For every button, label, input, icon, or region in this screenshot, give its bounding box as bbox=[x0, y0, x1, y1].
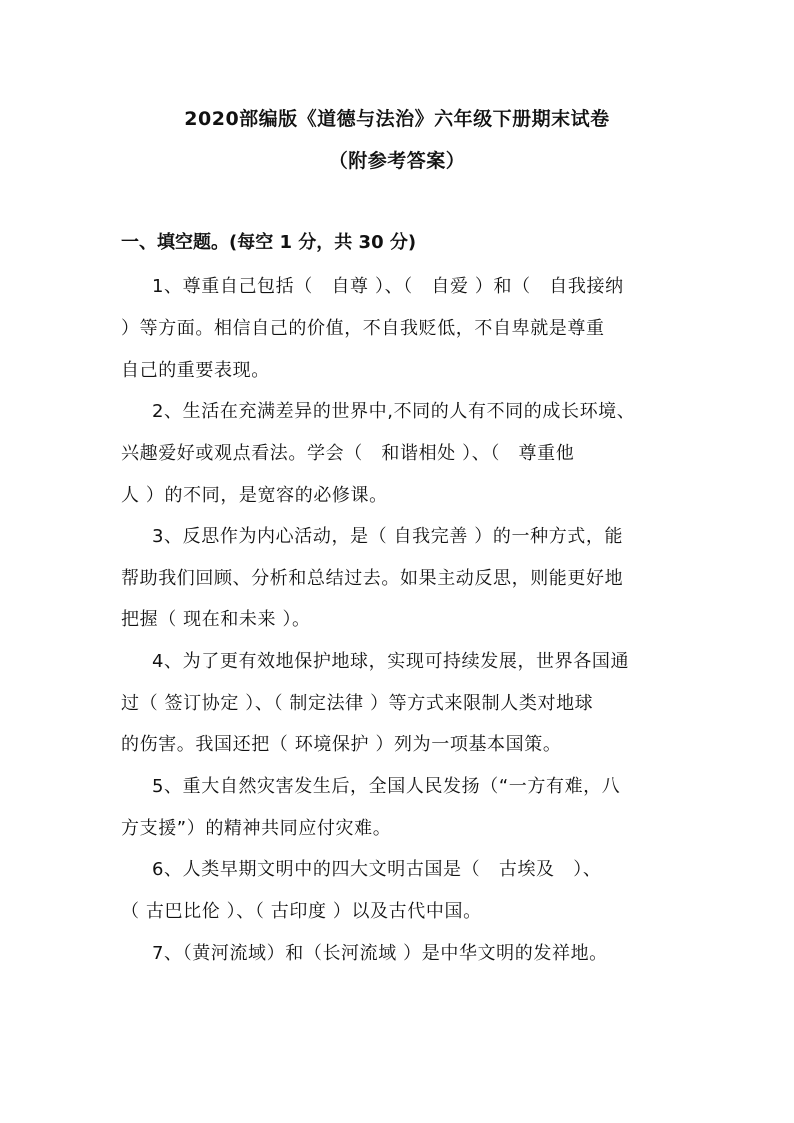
document-subtitle: （附参考答案） bbox=[328, 150, 466, 172]
section-heading: 一、填空题。(每空 1 分，共 30 分) bbox=[121, 232, 417, 253]
question-2-line-2: 兴趣爱好或观点看法。学会（ 和谐相处 ）、（ 尊重他 bbox=[121, 443, 575, 464]
question-2-line-3: 人 ）的不同，是宽容的必修课。 bbox=[121, 485, 388, 506]
question-6-line-1: 6、人类早期文明中的四大文明古国是（ 古埃及 ）、 bbox=[152, 859, 602, 880]
question-6-line-2: （ 古巴比伦 ）、（ 古印度 ）以及古代中国。 bbox=[121, 901, 482, 922]
question-4-line-2: 过（ 签订协定 ）、（ 制定法律 ）等方式来限制人类对地球 bbox=[121, 693, 594, 714]
question-1-line-1: 1、尊重自己包括（ 自尊 ）、（ 自爱 ）和（ 自我接纳 bbox=[152, 276, 624, 297]
question-1-line-3: 自己的重要表现。 bbox=[121, 360, 270, 381]
question-5-line-2: 方支援”）的精神共同应付灾难。 bbox=[121, 818, 392, 839]
question-7-line-1: 7、（黄河流域）和（长河流域 ）是中华文明的发祥地。 bbox=[152, 943, 608, 964]
question-3-line-3: 把握（ 现在和未来 ）。 bbox=[121, 609, 311, 630]
question-3-line-2: 帮助我们回顾、分析和总结过去。如果主动反思，则能更好地 bbox=[121, 568, 624, 589]
question-4-line-1: 4、为了更有效地保护地球，实现可持续发展，世界各国通 bbox=[152, 651, 630, 672]
question-3-line-1: 3、反思作为内心活动，是（ 自我完善 ）的一种方式，能 bbox=[152, 526, 624, 547]
document-title: 2020部编版《道德与法治》六年级下册期末试卷 bbox=[184, 108, 610, 130]
question-2-line-1: 2、生活在充满差异的世界中,不同的人有不同的成长环境、 bbox=[152, 401, 636, 422]
question-1-line-2: ）等方面。相信自己的价值，不自我贬低，不自卑就是尊重 bbox=[121, 318, 605, 339]
question-4-line-3: 的伤害。我国还把（ 环境保护 ）列为一项基本国策。 bbox=[121, 734, 562, 755]
question-5-line-1: 5、重大自然灾害发生后，全国人民发扬（“一方有难，八 bbox=[152, 776, 621, 797]
